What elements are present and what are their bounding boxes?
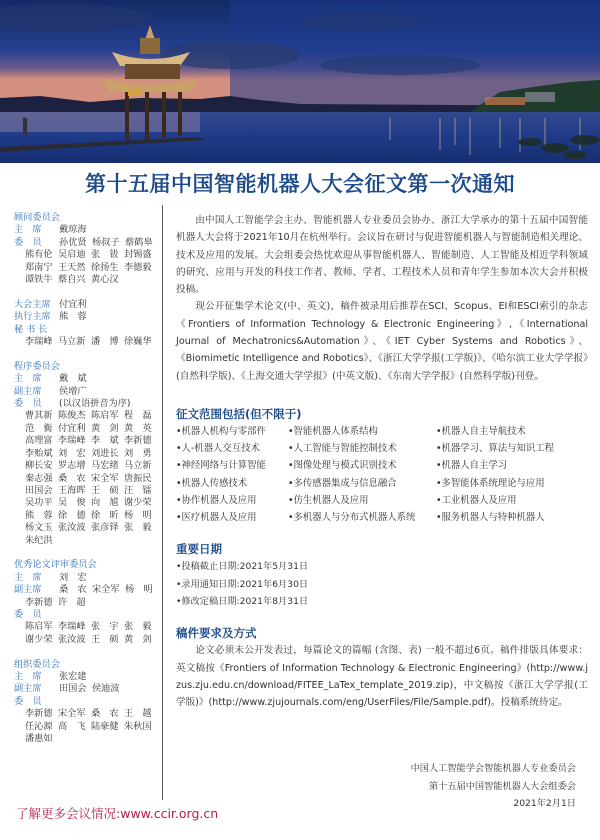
- member-name: 陈启军: [25, 621, 53, 633]
- member-name: 王天然: [58, 261, 86, 273]
- topic-item: • 工业机器人及应用: [436, 492, 588, 509]
- organizing-chair: 张宏建: [59, 670, 87, 682]
- member-row: [14, 535, 162, 547]
- member-row: [14, 435, 162, 447]
- advisory-chair: 戴琼海: [59, 224, 87, 236]
- role-label: 委 员: [14, 236, 42, 248]
- advisory-committee-title: 顾问委员会: [14, 212, 60, 223]
- date-item: • 修改定稿日期:2021年8月31日: [176, 593, 588, 610]
- member-name: 柳长安: [25, 460, 53, 472]
- role-label: 副主席: [14, 385, 42, 397]
- topic-item: • 医疗机器人及应用: [176, 509, 288, 526]
- topics-list: [176, 423, 588, 526]
- topic-item: • 机器人自主导航技术: [436, 423, 588, 440]
- member-name: 高理富: [25, 435, 53, 447]
- member-name: 马立新: [58, 336, 86, 348]
- dates-list: [176, 558, 588, 610]
- member-name: 郑南宁: [25, 261, 53, 273]
- member-name: 刘 勇: [124, 447, 152, 459]
- member-name: 王海晖: [58, 484, 86, 496]
- member-name: 吴功平: [25, 497, 53, 509]
- member-name: 徐 德: [58, 509, 86, 521]
- member-name: 桑 农: [59, 584, 87, 596]
- member-name: 秦志强: [25, 472, 53, 484]
- member-name: 吴 俊: [58, 497, 86, 509]
- general-chair: 付宜利: [59, 298, 87, 310]
- member-name: 张 毅: [124, 621, 152, 633]
- member-name: 范 衠: [25, 422, 53, 434]
- member-row: [14, 423, 162, 435]
- cloud: [320, 55, 480, 75]
- member-name: 田国会: [59, 683, 87, 695]
- member-name: 王 越: [124, 708, 152, 720]
- member-name: 陈俊杰: [58, 410, 86, 422]
- member-name: 潘 博: [91, 336, 119, 348]
- main-content: [176, 212, 588, 712]
- member-name: 张 毅: [124, 522, 152, 534]
- topics-heading: 征文范围包括(但不限于): [176, 406, 302, 421]
- member-row: [14, 510, 162, 522]
- member-name: 马立新: [124, 460, 152, 472]
- role-label: 副主席: [14, 683, 42, 695]
- member-name: 杨叔子: [92, 236, 120, 248]
- member-name: 谢少荣: [124, 497, 152, 509]
- member-name: 张汝波: [58, 633, 86, 645]
- member-name: 李 斌: [91, 435, 119, 447]
- member-name: 吴启迪: [58, 249, 86, 261]
- topic-item: • 机器人传感技术: [176, 475, 288, 492]
- member-name: 高 飞: [58, 720, 86, 732]
- member-name: 熊有伦: [25, 249, 53, 261]
- role-label: 主 席: [14, 224, 42, 236]
- member-name: 潘惠如: [25, 733, 53, 744]
- member-name: 李瑞峰: [58, 621, 86, 633]
- member-name: 李新德: [124, 435, 152, 447]
- role-label: 委 员: [14, 608, 42, 620]
- member-name: 张汝波: [58, 522, 86, 534]
- member-name: 张 宇: [91, 621, 119, 633]
- member-name: 张 钹: [91, 249, 119, 261]
- sample-link[interactable]: http://www.zjujournals.com/eng/UserFiles/File/Sample.pdf: [212, 697, 488, 709]
- role-label: 主 席: [14, 571, 42, 583]
- member-name: 李新德: [25, 708, 53, 720]
- submission-text: )，中文稿按《浙江大学学报(工学版)》(: [176, 680, 588, 709]
- signature-block: [411, 760, 576, 813]
- member-name: 蔡自兴: [58, 274, 86, 286]
- member-name: 杨 明: [124, 509, 152, 521]
- role-label: 执行主席: [14, 311, 51, 323]
- member-name: 汪 镭: [124, 484, 152, 496]
- member-name: 王 硕: [91, 484, 119, 496]
- member-name: 王 硕: [91, 633, 119, 645]
- member-name: 桑 农: [58, 472, 86, 484]
- member-row: [14, 485, 162, 497]
- topic-item: • 机器人机构与零部件: [176, 423, 288, 440]
- member-name: 谭铁牛: [25, 274, 53, 286]
- member-row: [14, 497, 162, 509]
- member-name: 黄心汉: [91, 274, 119, 286]
- member-name: 徐 昕: [91, 509, 119, 521]
- program-chair: 戴 斌: [59, 373, 87, 385]
- person-silhouette: [23, 118, 28, 137]
- role-label: 秘 书 长: [14, 323, 48, 335]
- member-row: [14, 410, 162, 422]
- member-name: 黄 剑: [91, 422, 119, 434]
- role-label: 大会主席: [14, 298, 51, 310]
- member-name: 孙优贤: [59, 236, 87, 248]
- member-row: [14, 460, 162, 472]
- member-name: 宋全军: [91, 472, 119, 484]
- member-name: 黄 英: [124, 422, 152, 434]
- committee-list: [14, 212, 162, 745]
- member-name: 黄 剑: [124, 633, 152, 645]
- member-name: 徐扬生: [91, 261, 119, 273]
- topic-item: • 多机器人与分布式机器人系统: [288, 509, 436, 526]
- member-name: 刘进长: [91, 447, 119, 459]
- member-name: 徐巍华: [124, 336, 152, 348]
- member-name: 任沁源: [25, 720, 53, 732]
- member-name: 李新德: [25, 596, 53, 608]
- program-vice-chair: 侯增广: [59, 385, 87, 397]
- submission-text: )。投稿系统待定。: [487, 697, 568, 709]
- member-name: 蔡鹤皋: [125, 236, 153, 248]
- member-name: 陈启军: [91, 410, 119, 422]
- banner-illustration: [0, 0, 600, 163]
- members-note: (以汉语拼音为序): [59, 398, 131, 410]
- member-name: 罗志增: [58, 460, 86, 472]
- topic-item: • 智能机器人体系结构: [288, 423, 436, 440]
- submission-heading: 稿件要求及方式: [176, 626, 257, 641]
- organizing-committee-title: 组织委员会: [14, 658, 60, 670]
- journals-paragraph: 现公开征集学术论文(中、英文)，稿件被录用后推荐在SCI、Scopus、EI和ESCI索引的杂志《Frontiers of Information Technology & Electronic Engineering》,《International Journal of Mechatronics&Automation》、《IET Cyber Systems and Robotics》、《Biomimetic Intelligence and Robotics》、《浙江大学学报(工学版)》、《哈尔滨工业大学学报》(自然科学版)、《上海交通大学学报》(中英文版)、《东南大学学报》(自然科学版)刊登。: [176, 301, 588, 382]
- topic-item: • 神经网络与计算智能: [176, 457, 288, 474]
- member-name: 程 磊: [124, 410, 152, 422]
- topic-item: • 图像处理与模式识别技术: [288, 457, 436, 474]
- role-label: 主 席: [14, 373, 42, 385]
- member-name: 刘 宏: [58, 447, 86, 459]
- footer: [16, 804, 218, 822]
- website-link[interactable]: www.ccir.org.cn: [120, 806, 219, 821]
- topic-item: • 协作机器人及应用: [176, 492, 288, 509]
- dates-heading: 重要日期: [176, 542, 222, 557]
- signature-org-1: 中国人工智能学会智能机器人专业委员会: [410, 763, 576, 774]
- member-name: 曹其新: [25, 410, 53, 422]
- date-item: • 投稿截止日期:2021年5月31日: [176, 558, 588, 575]
- role-label: 委 员: [14, 695, 42, 707]
- column-divider: [162, 205, 163, 800]
- page-title: 第十五届中国智能机器人大会征文第一次通知: [85, 172, 515, 196]
- member-name: 李瑞峰: [25, 336, 53, 348]
- member-name: 谢少荣: [25, 633, 53, 645]
- executive-chair: 熊 蓉: [59, 311, 87, 323]
- topic-item: • 人工智能与智能控制技术: [288, 440, 436, 457]
- topic-item: • 机器人自主学习: [436, 457, 588, 474]
- member-name: 李贻斌: [25, 447, 53, 459]
- building: [525, 92, 555, 102]
- intro-paragraph: 由中国人工智能学会主办、智能机器人专业委员会协办、浙江大学承办的第十五届中国智能机器人大会将于2021年10月在杭州举行。会议旨在研讨与促进智能机器人与智能制造相关理论、技术及应用的发展。大会组委会热忱欢迎从事智能机器人、智能制造、人工智能及相近学科领域的研究、应用与开发的科技工作者、教师、学者、工程技术人员和青年学生参加本次大会并积极投稿。: [176, 215, 588, 296]
- member-name: 杨文玉: [25, 522, 53, 534]
- role-label: 副主席: [14, 584, 42, 596]
- member-row: [14, 522, 162, 534]
- building: [485, 97, 525, 105]
- member-name: 熊 蓉: [25, 509, 53, 521]
- member-name: 张彦铎: [91, 522, 119, 534]
- best-paper-chair: 刘 宏: [59, 571, 87, 583]
- role-label: 主 席: [14, 670, 42, 682]
- member-name: 朱纪洪: [25, 534, 53, 546]
- member-name: 李瑞峰: [58, 435, 86, 447]
- member-name: 朱秋国: [124, 720, 152, 732]
- member-name: 马宏绪: [91, 460, 119, 472]
- signature-date: 2021年2月1日: [513, 798, 576, 809]
- topic-item: • 多传感器集成与信息融合: [288, 475, 436, 492]
- member-name: 封锡盛: [124, 249, 152, 261]
- best-paper-committee-title: 优秀论文评审委员会: [14, 559, 97, 571]
- member-name: 向 馗: [91, 497, 119, 509]
- member-name: 桑 农: [91, 708, 119, 720]
- member-name: 杨 明: [125, 584, 153, 596]
- submission-text: 论文必须未公开发表过，每篇论文的篇幅 (含图、表) 一般不超过6页。稿件排版具体要求：英文稿按《Frontiers of Information Technology & Electronic Engineering》(: [176, 645, 588, 674]
- date-item: • 录用通知日期:2021年6月30日: [176, 576, 588, 593]
- topic-item: • 机器学习、算法与知识工程: [436, 440, 588, 457]
- cloud: [300, 13, 420, 31]
- member-row: [14, 448, 162, 460]
- member-name: 付宜利: [58, 422, 86, 434]
- program-committee-title: 程序委员会: [14, 360, 60, 372]
- topic-item: • 人-机器人交互技术: [176, 440, 288, 457]
- member-name: 田国会: [25, 484, 53, 496]
- topic-item: • 多智能体系统理论与应用: [436, 475, 588, 492]
- submission-paragraph: [176, 642, 588, 711]
- member-name: 宋全军: [92, 584, 120, 596]
- banner-image: [0, 0, 600, 163]
- member-name: 李德毅: [124, 261, 152, 273]
- topic-item: • 服务机器人与特种机器人: [436, 509, 588, 526]
- signature-org-2: 第十五届中国智能机器人大会组委会: [429, 780, 576, 792]
- member-name: 陆豪健: [91, 720, 119, 732]
- member-name: 宋全军: [58, 708, 86, 720]
- template-link[interactable]: http://www.jzus.zju.edu.cn/download/FITEE_LaTex_template_2019.zip: [176, 662, 588, 691]
- member-name: 唐振民: [124, 472, 152, 484]
- member-name: 侯迪波: [92, 683, 120, 695]
- topic-item: • 仿生机器人及应用: [288, 492, 436, 509]
- member-row: [14, 473, 162, 485]
- member-name: 许 超: [58, 596, 86, 608]
- footer-label: 了解更多会议情况:: [16, 806, 121, 821]
- role-label: 委 员: [14, 398, 42, 410]
